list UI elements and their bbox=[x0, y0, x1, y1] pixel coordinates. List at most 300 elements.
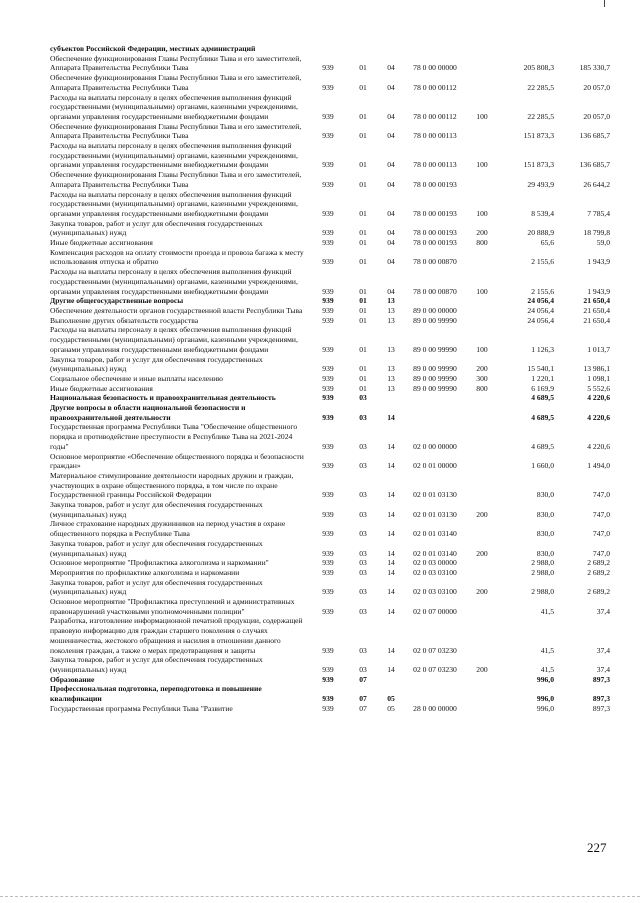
row-expense-type bbox=[466, 558, 498, 568]
row-subsection bbox=[378, 44, 404, 54]
row-target-article: 78 0 00 00193 bbox=[413, 238, 457, 248]
row-subsection: 13 bbox=[387, 383, 395, 393]
row-target-article bbox=[404, 684, 466, 703]
table-row bbox=[50, 384, 610, 394]
row-grbs: 939 bbox=[322, 383, 334, 393]
row-target-article: 02 0 03 03100 bbox=[413, 567, 457, 577]
row-amount-2: 1 943,9 bbox=[587, 257, 610, 267]
row-grbs: 939 bbox=[322, 228, 334, 238]
row-section: 01 bbox=[359, 82, 367, 92]
row-amount-2: 37,4 bbox=[596, 665, 610, 674]
table-row bbox=[50, 238, 610, 248]
row-expense-type bbox=[466, 684, 498, 703]
row-target-article: 89 0 00 99990 bbox=[413, 364, 457, 374]
row-target-article: 02 0 01 03140 bbox=[413, 548, 457, 558]
row-grbs: 939 bbox=[322, 694, 334, 704]
row-name: Обеспечение функционирования Главы Республики Тыва и его заместителей, Аппарата Правительства Республики Тыва bbox=[50, 73, 302, 92]
row-amount-2: 5 552,6 bbox=[587, 383, 610, 393]
row-amount-2: 2 689,2 bbox=[587, 567, 610, 577]
row-section: 03 bbox=[359, 509, 367, 519]
row-target-article: 89 0 00 99990 bbox=[413, 373, 457, 383]
row-section: 01 bbox=[359, 315, 367, 325]
row-subsection: 04 bbox=[387, 238, 395, 248]
row-subsection: 04 bbox=[387, 63, 395, 73]
table-row bbox=[50, 558, 610, 568]
row-grbs: 939 bbox=[322, 131, 334, 141]
row-amount-1: 20 888,9 bbox=[527, 228, 554, 238]
table-row bbox=[50, 422, 610, 451]
row-amount-2: 136 685,7 bbox=[579, 131, 610, 141]
row-name: Основное мероприятие "Профилактика преступлений и административных правонарушений участковыми уполномоченными полиции" bbox=[50, 597, 295, 616]
row-subsection: 14 bbox=[387, 548, 395, 558]
row-amount-1: 4 689,5 bbox=[531, 441, 554, 451]
row-grbs: 939 bbox=[322, 490, 334, 500]
row-target-article: 78 0 00 00113 bbox=[413, 160, 457, 170]
row-amount-1: 830,0 bbox=[536, 548, 554, 558]
row-grbs: 939 bbox=[322, 529, 334, 539]
row-expense-type bbox=[466, 296, 498, 306]
table-row bbox=[50, 355, 610, 374]
scan-mark bbox=[604, 0, 605, 7]
row-amount-2: 747,0 bbox=[592, 509, 610, 519]
table-row bbox=[50, 684, 610, 703]
row-name: Обеспечение функционирования Главы Республики Тыва и его заместителей, Аппарата Правительства Республики Тыва bbox=[50, 53, 302, 73]
row-amount-1: 830,0 bbox=[536, 529, 554, 539]
row-name: Другие вопросы в области национальной безопасности и правоохранительной деятельности bbox=[50, 403, 246, 422]
table-row bbox=[50, 471, 610, 500]
row-expense-type: 200 bbox=[476, 665, 488, 674]
row-grbs: 939 bbox=[322, 674, 334, 684]
row-target-article: 89 0 00 00000 bbox=[413, 305, 457, 315]
row-target-article bbox=[404, 296, 466, 306]
row-subsection: 05 bbox=[387, 703, 395, 713]
row-amount-2: 4 220,6 bbox=[587, 441, 610, 451]
row-name: Материальное стимулирование деятельности народных дружин и граждан, участвующих в охране общественного порядка, в том числе по охране Государственной границы Российской Федерации bbox=[50, 470, 294, 500]
row-name: Социальное обеспечение и иные выплаты населению bbox=[50, 373, 223, 383]
row-target-article: 02 0 03 03100 bbox=[413, 587, 457, 597]
table-row bbox=[50, 93, 610, 122]
row-subsection: 14 bbox=[387, 509, 395, 519]
row-section: 01 bbox=[359, 296, 367, 306]
row-section: 01 bbox=[359, 238, 367, 248]
row-section: 01 bbox=[359, 179, 367, 189]
row-amount-1: 830,0 bbox=[536, 490, 554, 500]
row-amount-2: 21 650,4 bbox=[583, 305, 610, 315]
row-section: 03 bbox=[359, 441, 367, 451]
row-amount-2: 37,4 bbox=[596, 606, 610, 616]
row-section bbox=[348, 44, 378, 54]
row-amount-2: 897,3 bbox=[592, 674, 610, 684]
row-target-article: 78 0 00 00193 bbox=[413, 179, 457, 189]
row-section: 03 bbox=[359, 529, 367, 539]
table-row bbox=[50, 539, 610, 558]
row-section: 03 bbox=[359, 412, 367, 422]
table-row bbox=[50, 267, 610, 296]
row-expense-type bbox=[466, 122, 498, 141]
row-grbs: 939 bbox=[322, 63, 334, 73]
row-amount-1: 22 285,5 bbox=[527, 82, 554, 92]
row-grbs: 939 bbox=[322, 558, 334, 568]
row-amount-1: 1 660,0 bbox=[531, 461, 554, 471]
table-row bbox=[50, 578, 610, 597]
row-section: 01 bbox=[359, 208, 367, 218]
row-amount-1: 151 873,3 bbox=[523, 131, 554, 141]
row-target-article bbox=[404, 403, 466, 422]
row-amount-1: 1 126,3 bbox=[531, 344, 554, 354]
row-target-article: 02 0 01 03130 bbox=[413, 490, 457, 500]
row-expense-type bbox=[466, 393, 498, 403]
row-expense-type bbox=[466, 616, 498, 655]
row-subsection: 13 bbox=[387, 305, 395, 315]
row-section: 01 bbox=[359, 111, 367, 121]
row-expense-type bbox=[466, 452, 498, 471]
row-name: Мероприятия по профилактике алкоголизма и наркомании bbox=[50, 567, 240, 577]
row-subsection: 14 bbox=[387, 587, 395, 597]
table-row bbox=[50, 519, 610, 538]
row-grbs: 939 bbox=[322, 305, 334, 315]
row-grbs bbox=[308, 44, 348, 54]
row-expense-type bbox=[466, 519, 498, 538]
row-name: Личное страхование народных дружинников на период участия в охране общественного порядка в Республике Тыва bbox=[50, 519, 286, 539]
row-expense-type bbox=[466, 306, 498, 316]
row-expense-type: 200 bbox=[476, 548, 488, 558]
table-row bbox=[50, 568, 610, 578]
row-amount-2: 20 057,0 bbox=[583, 111, 610, 121]
row-target-article: 78 0 00 00000 bbox=[413, 63, 457, 73]
row-grbs: 939 bbox=[322, 257, 334, 267]
row-section: 07 bbox=[359, 674, 367, 684]
row-target-article: 78 0 00 00870 bbox=[413, 257, 457, 267]
row-name: Закупка товаров, работ и услуг для обеспечения государственных (муниципальных) нужд bbox=[50, 655, 263, 674]
row-subsection bbox=[378, 393, 404, 403]
table-row bbox=[50, 54, 610, 73]
row-amount-1: 996,0 bbox=[536, 674, 554, 684]
row-subsection: 04 bbox=[387, 208, 395, 218]
row-target-article bbox=[404, 393, 466, 403]
row-grbs: 939 bbox=[322, 296, 334, 306]
row-name: Образование bbox=[50, 674, 95, 684]
table-row bbox=[50, 306, 610, 316]
row-subsection: 14 bbox=[387, 529, 395, 539]
row-name: Закупка товаров, работ и услуг для обеспечения государственных (муниципальных) нужд bbox=[50, 538, 263, 558]
row-section: 01 bbox=[359, 257, 367, 267]
row-grbs: 939 bbox=[322, 567, 334, 577]
row-expense-type: 200 bbox=[476, 364, 488, 374]
row-expense-type bbox=[466, 44, 498, 54]
row-expense-type bbox=[466, 73, 498, 92]
row-amount-2: 26 644,2 bbox=[583, 179, 610, 189]
row-section: 01 bbox=[359, 305, 367, 315]
row-expense-type bbox=[466, 597, 498, 616]
row-target-article: 02 0 01 03130 bbox=[413, 509, 457, 519]
row-section: 01 bbox=[359, 373, 367, 383]
row-target-article: 02 0 03 00000 bbox=[413, 558, 457, 568]
row-amount-2: 13 986,1 bbox=[583, 364, 610, 374]
row-expense-type bbox=[466, 675, 498, 685]
row-name: Расходы на выплаты персоналу в целях обеспечения выполнения функций государственными (муниципальными) органами, казенными учреждениями, органами управления государственными внебюджетными фондами bbox=[50, 141, 298, 170]
row-expense-type bbox=[466, 471, 498, 500]
row-amount-1: 22 285,5 bbox=[527, 111, 554, 121]
row-target-article: 28 0 00 00000 bbox=[413, 703, 457, 713]
row-subsection: 14 bbox=[387, 412, 395, 422]
row-subsection: 04 bbox=[387, 131, 395, 141]
row-name: Обеспечение функционирования Главы Республики Тыва и его заместителей, Аппарата Правительства Республики Тыва bbox=[50, 170, 302, 189]
row-target-article: 02 0 00 00000 bbox=[413, 441, 457, 451]
row-section: 01 bbox=[359, 364, 367, 374]
row-amount-2: 1 013,7 bbox=[587, 344, 610, 354]
row-subsection: 13 bbox=[387, 344, 395, 354]
row-subsection: 05 bbox=[387, 694, 395, 704]
row-section: 01 bbox=[359, 63, 367, 73]
row-amount-1 bbox=[498, 44, 554, 54]
table-row bbox=[50, 500, 610, 519]
row-expense-type: 100 bbox=[476, 286, 488, 296]
row-amount-2: 1 494,0 bbox=[587, 461, 610, 471]
row-name: Государственная программа Республики Тыва "Развитие bbox=[50, 703, 233, 713]
row-section: 03 bbox=[359, 665, 367, 674]
row-amount-1: 41,5 bbox=[540, 645, 554, 655]
row-name: Расходы на выплаты персоналу в целях обеспечения выполнения функций государственными (муниципальными) органами, казенными учреждениями, органами управления государственными внебюджетными фондами bbox=[50, 267, 298, 296]
row-target-article: 78 0 00 00870 bbox=[413, 286, 457, 296]
row-section: 01 bbox=[359, 131, 367, 141]
row-expense-type: 100 bbox=[476, 111, 488, 121]
row-target-article: 89 0 00 99990 bbox=[413, 315, 457, 325]
row-amount-2: 897,3 bbox=[592, 694, 610, 704]
row-expense-type bbox=[466, 54, 498, 73]
row-amount-1: 8 539,4 bbox=[531, 208, 554, 218]
table-row bbox=[50, 325, 610, 354]
row-amount-2: 59,0 bbox=[596, 238, 610, 248]
table-row bbox=[50, 44, 610, 54]
row-subsection: 14 bbox=[387, 567, 395, 577]
row-grbs: 939 bbox=[322, 393, 334, 403]
row-section: 01 bbox=[359, 383, 367, 393]
row-name: Обеспечение функционирования Главы Республики Тыва и его заместителей, Аппарата Правительства Республики Тыва bbox=[50, 121, 302, 141]
row-subsection: 14 bbox=[387, 645, 395, 655]
row-name: Закупка товаров, работ и услуг для обеспечения государственных (муниципальных) нужд bbox=[50, 500, 263, 519]
table-row bbox=[50, 393, 610, 403]
table-row bbox=[50, 616, 610, 655]
row-expense-type: 200 bbox=[476, 587, 488, 597]
row-amount-1: 2 988,0 bbox=[531, 587, 554, 597]
row-name: Иные бюджетные ассигнования bbox=[50, 383, 153, 393]
row-amount-2: 18 799,8 bbox=[583, 228, 610, 238]
row-target-article: 02 0 01 03140 bbox=[413, 529, 457, 539]
row-name: Расходы на выплаты персоналу в целях обеспечения выполнения функций государственными (муниципальными) органами, казенными учреждениями, органами управления государственными внебюджетными фондами bbox=[50, 92, 298, 121]
row-amount-1: 24 056,4 bbox=[527, 315, 554, 325]
row-amount-2: 4 220,6 bbox=[587, 393, 610, 403]
row-amount-1: 2 155,6 bbox=[531, 286, 554, 296]
row-grbs: 939 bbox=[322, 587, 334, 597]
row-subsection: 14 bbox=[387, 558, 395, 568]
row-subsection: 14 bbox=[387, 461, 395, 471]
row-name: Обеспечение деятельности органов государственной власти Республики Тыва bbox=[50, 305, 303, 315]
row-subsection: 13 bbox=[387, 315, 395, 325]
row-amount-1: 1 220,1 bbox=[531, 373, 554, 383]
row-amount-1: 41,5 bbox=[540, 606, 554, 616]
row-amount-2: 2 689,2 bbox=[587, 587, 610, 597]
row-subsection: 04 bbox=[387, 82, 395, 92]
row-grbs: 939 bbox=[322, 461, 334, 471]
row-target-article: 78 0 00 00113 bbox=[413, 131, 457, 141]
table-row bbox=[50, 122, 610, 141]
budget-rows bbox=[50, 44, 610, 714]
row-amount-2: 4 220,6 bbox=[587, 412, 610, 422]
row-amount-1: 41,5 bbox=[540, 665, 554, 674]
row-grbs: 939 bbox=[322, 286, 334, 296]
row-grbs: 939 bbox=[322, 412, 334, 422]
row-grbs: 939 bbox=[322, 703, 334, 713]
table-row bbox=[50, 655, 610, 674]
row-amount-2: 21 650,4 bbox=[583, 315, 610, 325]
row-amount-1: 6 169,9 bbox=[531, 383, 554, 393]
row-expense-type bbox=[466, 316, 498, 326]
row-subsection: 14 bbox=[387, 665, 395, 674]
row-amount-1: 24 056,4 bbox=[527, 305, 554, 315]
row-subsection: 14 bbox=[387, 606, 395, 616]
row-amount-2: 897,3 bbox=[592, 703, 610, 713]
row-subsection: 04 bbox=[387, 160, 395, 170]
row-grbs: 939 bbox=[322, 160, 334, 170]
row-grbs: 939 bbox=[322, 111, 334, 121]
budget-table bbox=[50, 44, 610, 714]
page-number: 227 bbox=[587, 840, 607, 855]
row-amount-2: 20 057,0 bbox=[583, 82, 610, 92]
row-target-article: 02 0 07 03230 bbox=[413, 665, 457, 674]
row-subsection: 13 bbox=[387, 296, 395, 306]
row-target-article: 02 0 07 00000 bbox=[413, 606, 457, 616]
row-name: Государственная программа Республики Тыва "Обеспечение общественного порядка и противодействие преступности в Республике Тыва на 2021-2024 годы" bbox=[50, 422, 298, 451]
table-row bbox=[50, 675, 610, 685]
row-grbs: 939 bbox=[322, 179, 334, 189]
row-name: Иные бюджетные ассигнования bbox=[50, 238, 153, 248]
table-row bbox=[50, 141, 610, 170]
bottom-rule bbox=[0, 896, 640, 897]
row-name: Закупка товаров, работ и услуг для обеспечения государственных (муниципальных) нужд bbox=[50, 354, 263, 374]
row-expense-type: 200 bbox=[476, 228, 488, 238]
row-target-article: 02 0 01 00000 bbox=[413, 461, 457, 471]
row-amount-2 bbox=[554, 44, 610, 54]
row-name: Основное мероприятие «Обеспечение общественного порядка и безопасности граждан» bbox=[50, 451, 304, 471]
row-amount-2: 185 330,7 bbox=[579, 63, 610, 73]
row-target-article: 78 0 00 00112 bbox=[413, 111, 457, 121]
row-amount-1: 15 540,1 bbox=[527, 364, 554, 374]
row-grbs: 939 bbox=[322, 606, 334, 616]
row-grbs: 939 bbox=[322, 441, 334, 451]
table-row bbox=[50, 452, 610, 471]
row-name: Компенсация расходов на оплату стоимости проезда и провоза багажа к месту использования отпуска и обратно bbox=[50, 247, 304, 267]
table-row bbox=[50, 704, 610, 714]
row-grbs: 939 bbox=[322, 208, 334, 218]
row-expense-type: 100 bbox=[476, 160, 488, 170]
row-amount-1: 29 493,9 bbox=[527, 179, 554, 189]
row-amount-2: 747,0 bbox=[592, 529, 610, 539]
row-grbs: 939 bbox=[322, 548, 334, 558]
row-amount-1: 2 988,0 bbox=[531, 567, 554, 577]
row-amount-2: 2 689,2 bbox=[587, 558, 610, 568]
row-section: 03 bbox=[359, 606, 367, 616]
row-section: 01 bbox=[359, 286, 367, 296]
row-amount-1: 24 056,4 bbox=[527, 296, 554, 306]
row-name: Закупка товаров, работ и услуг для обеспечения государственных (муниципальных) нужд bbox=[50, 218, 263, 238]
row-name: Закупка товаров, работ и услуг для обеспечения государственных (муниципальных) нужд bbox=[50, 577, 263, 597]
row-grbs: 939 bbox=[322, 509, 334, 519]
row-target-article: 78 0 00 00193 bbox=[413, 208, 457, 218]
table-row bbox=[50, 190, 610, 219]
row-name: Основное мероприятие "Профилактика алкоголизма и наркомании" bbox=[50, 558, 269, 568]
row-section: 01 bbox=[359, 344, 367, 354]
row-section: 01 bbox=[359, 228, 367, 238]
row-grbs: 939 bbox=[322, 645, 334, 655]
row-amount-2: 1 098,1 bbox=[587, 373, 610, 383]
row-target-article: 02 0 07 03230 bbox=[413, 645, 457, 655]
row-expense-type bbox=[466, 170, 498, 189]
row-expense-type: 200 bbox=[476, 509, 488, 519]
row-amount-1: 2 988,0 bbox=[531, 558, 554, 568]
row-section: 03 bbox=[359, 567, 367, 577]
row-section: 03 bbox=[359, 587, 367, 597]
row-amount-2: 21 650,4 bbox=[583, 296, 610, 306]
row-expense-type: 300 bbox=[476, 373, 488, 383]
row-section: 03 bbox=[359, 645, 367, 655]
row-grbs: 939 bbox=[322, 82, 334, 92]
row-subsection: 04 bbox=[387, 257, 395, 267]
row-section: 03 bbox=[359, 490, 367, 500]
row-amount-1: 205 808,3 bbox=[523, 63, 554, 73]
row-subsection: 14 bbox=[387, 490, 395, 500]
row-grbs: 939 bbox=[322, 373, 334, 383]
row-section: 01 bbox=[359, 160, 367, 170]
row-section: 03 bbox=[359, 548, 367, 558]
row-amount-1: 151 873,3 bbox=[523, 160, 554, 170]
row-target-article: 78 0 00 00193 bbox=[413, 228, 457, 238]
row-amount-1: 4 689,5 bbox=[531, 393, 554, 403]
row-target-article bbox=[404, 44, 466, 54]
table-row bbox=[50, 374, 610, 384]
row-expense-type bbox=[466, 403, 498, 422]
row-target-article: 89 0 00 99990 bbox=[413, 344, 457, 354]
row-grbs: 939 bbox=[322, 238, 334, 248]
row-name: Разработка, изготовление информационной печатной продукции, содержащей правовую информацию для граждан старшего поколения о случаях мошенничества, жестокого обращения и насилия в отношении данного поколения граждан, а также о мерах предотвращения и защиты bbox=[50, 616, 303, 655]
row-name: субъектов Российской Федерации, местных администраций bbox=[50, 44, 256, 53]
row-expense-type: 100 bbox=[476, 208, 488, 218]
row-amount-2: 37,4 bbox=[596, 645, 610, 655]
row-expense-type: 800 bbox=[476, 383, 488, 393]
row-target-article: 78 0 00 00112 bbox=[413, 82, 457, 92]
row-subsection: 14 bbox=[387, 441, 395, 451]
row-name: Национальная безопасность и правоохранительная деятельность bbox=[50, 393, 276, 403]
table-row bbox=[50, 170, 610, 189]
row-grbs: 939 bbox=[322, 344, 334, 354]
row-amount-2: 136 685,7 bbox=[579, 160, 610, 170]
row-name: Другие общегосударственные вопросы bbox=[50, 296, 184, 306]
row-section: 03 bbox=[359, 393, 367, 403]
row-amount-1: 65,6 bbox=[540, 238, 554, 248]
row-expense-type bbox=[466, 704, 498, 714]
row-section: 07 bbox=[359, 694, 367, 704]
row-target-article: 89 0 00 99990 bbox=[413, 383, 457, 393]
row-name: Расходы на выплаты персоналу в целях обеспечения выполнения функций государственными (муниципальными) органами, казенными учреждениями, органами управления государственными внебюджетными фондами bbox=[50, 325, 298, 354]
row-section: 03 bbox=[359, 558, 367, 568]
row-amount-1: 4 689,5 bbox=[531, 412, 554, 422]
row-amount-2: 747,0 bbox=[592, 490, 610, 500]
row-subsection: 04 bbox=[387, 179, 395, 189]
row-target-article bbox=[404, 675, 466, 685]
row-name: Выполнение других обязательств государства bbox=[50, 315, 199, 325]
row-name: Расходы на выплаты персоналу в целях обеспечения выполнения функций государственными (муниципальными) органами, казенными учреждениями, органами управления государственными внебюджетными фондами bbox=[50, 189, 298, 218]
row-name: Профессиональная подготовка, переподготовка и повышение квалификации bbox=[50, 684, 262, 704]
row-amount-1: 2 155,6 bbox=[531, 257, 554, 267]
